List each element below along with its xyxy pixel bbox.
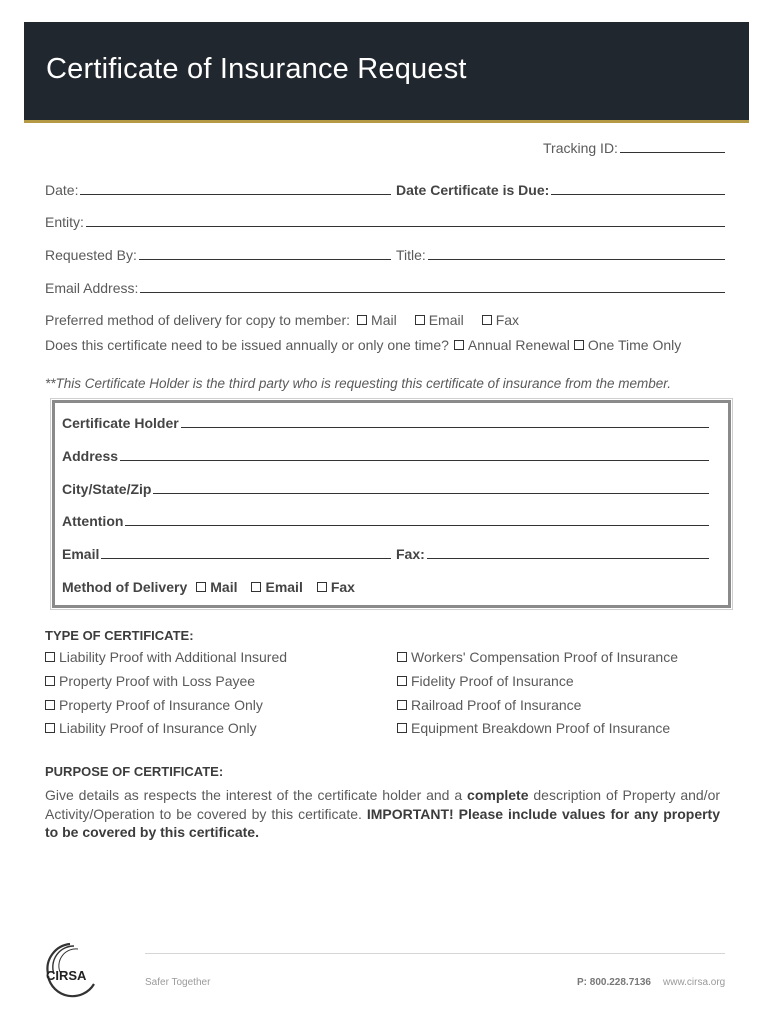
holder-fax-label: Fax: (396, 546, 425, 562)
date-due-field[interactable] (396, 182, 725, 198)
type-option-label: Liability Proof with Additional Insured (59, 649, 288, 665)
type-option[interactable] (45, 673, 255, 689)
annual-renewal-checkbox[interactable] (454, 340, 464, 350)
purpose-text-complete: complete (467, 787, 529, 803)
footer-phone: P: 800.228.7136 (577, 977, 651, 988)
type-property-insurance-only-checkbox[interactable] (45, 700, 55, 710)
holder-email-blank[interactable] (101, 557, 391, 559)
purpose-text-2: description of Property and/or Activity/Operation to be covered by this certificate. (45, 787, 721, 822)
holder-city-state-zip-label: City/State/Zip (62, 481, 152, 497)
cirsa-logo-icon (42, 940, 102, 998)
holder-attention-blank[interactable] (125, 524, 709, 526)
one-time-only-checkbox[interactable] (574, 340, 584, 350)
email-address-label: Email Address: (45, 280, 139, 296)
type-option-label: Property Proof with Loss Payee (59, 673, 256, 689)
footer-website[interactable]: www.cirsa.org (663, 977, 726, 988)
type-property-loss-payee-checkbox[interactable] (45, 676, 55, 686)
holder-method-of-delivery-row (62, 579, 355, 595)
holder-mail-checkbox[interactable] (196, 582, 206, 592)
entity-label: Entity: (45, 214, 84, 230)
tracking-id-label: Tracking ID: (543, 140, 618, 156)
requested-by-blank[interactable] (139, 258, 391, 260)
purpose-heading: PURPOSE OF CERTIFICATE: (45, 764, 224, 779)
type-option[interactable] (45, 697, 263, 713)
delivery-question: Preferred method of delivery for copy to member: (45, 312, 351, 328)
type-liability-insurance-only-checkbox[interactable] (45, 723, 55, 733)
holder-attention-label: Attention (62, 513, 124, 529)
holder-mail-label: Mail (210, 579, 238, 595)
type-fidelity-checkbox[interactable] (397, 676, 407, 686)
delivery-email-checkbox[interactable] (415, 315, 425, 325)
entity-blank[interactable] (86, 225, 725, 227)
holder-address-blank[interactable] (120, 459, 709, 461)
requested-by-label: Requested By: (45, 247, 137, 263)
type-option-label: Equipment Breakdown Proof of Insurance (411, 720, 671, 736)
type-of-certificate-heading: TYPE OF CERTIFICATE: (45, 628, 194, 643)
certificate-holder-blank[interactable] (181, 426, 709, 428)
email-address-field[interactable] (45, 280, 725, 296)
date-due-label: Date Certificate is Due: (396, 182, 550, 198)
page-title: Certificate of Insurance Request (46, 53, 467, 85)
title-label: Title: (396, 247, 426, 263)
type-option-label: Fidelity Proof of Insurance (411, 673, 574, 689)
type-option[interactable] (45, 649, 287, 665)
type-option-label: Railroad Proof of Insurance (411, 697, 582, 713)
tracking-id-blank[interactable] (620, 151, 725, 153)
type-option[interactable] (397, 673, 574, 689)
type-option[interactable] (397, 649, 678, 665)
holder-fax-blank[interactable] (427, 557, 709, 559)
type-option[interactable] (397, 720, 670, 736)
type-option-label: Liability Proof of Insurance Only (59, 720, 257, 736)
holder-city-state-zip-blank[interactable] (153, 492, 709, 494)
holder-email-field[interactable] (62, 546, 391, 562)
holder-fax-checkbox[interactable] (317, 582, 327, 592)
certificate-holder-field[interactable] (62, 415, 709, 431)
holder-address-field[interactable] (62, 448, 709, 464)
one-time-only-label: One Time Only (587, 337, 682, 353)
holder-fax-option-label: Fax (330, 579, 355, 595)
delivery-email-label: Email (428, 312, 464, 328)
email-address-blank[interactable] (140, 291, 725, 293)
holder-fax-field[interactable] (396, 546, 709, 562)
logo-text: CIRSA (46, 968, 87, 983)
type-option-label: Property Proof of Insurance Only (59, 697, 263, 713)
purpose-text-1: Give details as respects the interest of the certificate holder and a (45, 787, 463, 803)
delivery-fax-label: Fax (495, 312, 520, 328)
type-option[interactable] (397, 697, 581, 713)
delivery-mail-checkbox[interactable] (357, 315, 367, 325)
date-blank[interactable] (80, 193, 391, 195)
date-due-blank[interactable] (551, 193, 725, 195)
holder-city-state-zip-field[interactable] (62, 481, 709, 497)
type-option[interactable] (45, 720, 257, 736)
delivery-fax-checkbox[interactable] (482, 315, 492, 325)
holder-email-label: Email (62, 546, 100, 562)
title-blank[interactable] (428, 258, 725, 260)
header-divider (24, 120, 749, 123)
type-liability-additional-insured-checkbox[interactable] (45, 652, 55, 662)
title-field[interactable] (396, 247, 725, 263)
holder-email-checkbox[interactable] (251, 582, 261, 592)
purpose-paragraph (45, 786, 720, 842)
type-equipment-breakdown-checkbox[interactable] (397, 723, 407, 733)
tracking-id-field[interactable] (543, 140, 725, 156)
delivery-preference-row (45, 312, 519, 328)
purpose-important-text: IMPORTANT! Please include values for any property to be covered by this certificate. (45, 805, 721, 840)
entity-field[interactable] (45, 214, 725, 230)
requested-by-field[interactable] (45, 247, 391, 263)
certificate-holder-note: **This Certificate Holder is the third party who is requesting this certificate of insurance from the member. (45, 376, 672, 391)
frequency-question: Does this certificate need to be issued annually or only one time? (45, 337, 449, 353)
date-field[interactable] (45, 182, 391, 198)
holder-attention-field[interactable] (62, 513, 709, 529)
type-railroad-checkbox[interactable] (397, 700, 407, 710)
type-workers-comp-checkbox[interactable] (397, 652, 407, 662)
frequency-row (45, 337, 681, 353)
type-option-label: Workers' Compensation Proof of Insurance (411, 649, 678, 665)
header-banner (24, 22, 749, 120)
certificate-holder-label: Certificate Holder (62, 415, 179, 431)
delivery-mail-label: Mail (371, 312, 397, 328)
date-label: Date: (45, 182, 79, 198)
annual-renewal-label: Annual Renewal (467, 337, 570, 353)
holder-method-label: Method of Delivery (62, 579, 188, 595)
certificate-holder-box (52, 400, 731, 608)
footer-tagline: Safer Together (145, 977, 211, 988)
cirsa-logo (42, 940, 102, 998)
holder-email-option-label: Email (265, 579, 303, 595)
holder-address-label: Address (62, 448, 119, 464)
footer-divider (145, 953, 725, 954)
